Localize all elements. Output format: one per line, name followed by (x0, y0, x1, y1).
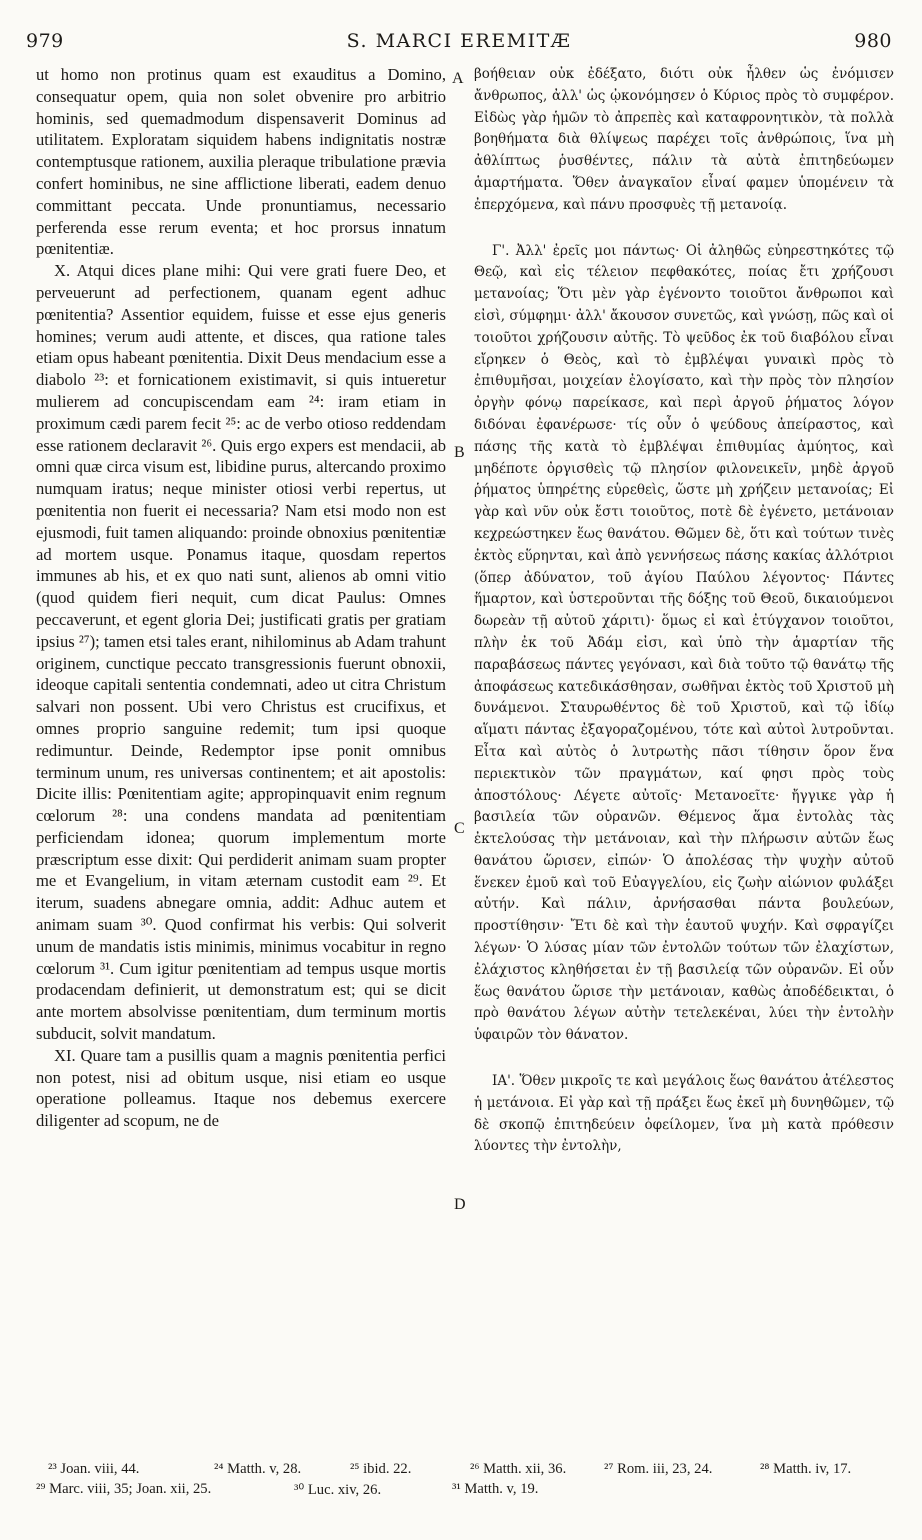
footnote-row (36, 1461, 896, 1481)
margin-marker-d: D (454, 1196, 466, 1213)
greek-column (474, 64, 894, 1434)
greek-paragraph: Γ'. Ἀλλ' ἐρεῖς μοι πάντως· Οἱ ἀληθῶς εὐηρεστηκότες τῷ Θεῷ, καὶ εἰς τέλειον πεφθακότες, ποίας ἔτι χρήζουσι μετανοίας; Ὅτι μὲν γὰρ ἐγένοντο τοιοῦτοι ἄνθρωποι καὶ εἰσὶ, σύμφημι· ἀλλ' ἄκουσον συνετῶς, καὶ γνώσῃ, πῶς καὶ οἱ τοιοῦτοι χρήζουσιν αὐτῆς. Τὸ ψεῦδος ἐκ τοῦ διαβόλου εἶναι εἴρηκεν ὁ Θεὸς, καὶ τὸ ἐμβλέψαι γυναικὶ πρὸς τὸ ἐπιθυμῆσαι, μοιχείαν ἐλογίσατο, καὶ τὴν πρὸς τὸν πλησίον ὀργὴν φόνῳ παρείκασε, καὶ περὶ ἀργοῦ ῥήματος λόγον διδόναι ἐφανέρωσε· τίς οὖν ὁ ψεύδους ἀπείραστος, καὶ πάσης τῆς κατὰ τὸ ἐμβλέψαι ἐπιθυμίας ἀμύητος, καὶ μηδέποτε ὀργισθεὶς τῷ πλησίον φιλονεικεῖν, μηδὲ ἀργοῦ ῥήματος ὑπηρέτης εὑρεθεὶς, ὥστε μὴ χρήζειν μετανοίας; Εἰ γὰρ καὶ νῦν οὐκ ἔστι τοιοῦτος, ποτὲ δὲ ἐγένετο, μετάνοιαν κεχρεώστηκεν ἕως θανάτου. Θῶμεν δὲ, ὅτι καὶ τούτων τινὲς ἐκτὸς εὕρηνται, καὶ ἀπὸ γεννήσεως πάσης κακίας ἀλλότριοι (ὅπερ ἀδύνατον, τοῦ ἁγίου Παύλου λέγοντος· Πάντες ἥμαρτον, καὶ ὑστεροῦνται τῆς δόξης τοῦ Θεοῦ, δικαιούμενοι δωρεὰν τῇ αὐτοῦ χάριτι)· ὅμως εἰ καὶ ἐτύγχανον τοιοῦτοι, πλὴν ἐκ τοῦ Ἀδάμ εἰσι, καὶ ὑπὸ τὴν ἁμαρτίαν τῆς παραβάσεως πάντες γεγόνασι, καὶ διὰ τοῦτο τῷ θανάτῳ τῆς ἀποφάσεως κατεδικάσθησαν, σωθῆναι ἐκτὸς τοῦ Χριστοῦ μὴ δυνάμενοι. Σταυρωθέντος δὲ τοῦ Χριστοῦ, καὶ τῷ ἰδίῳ αἵματι πάντας ἐξαγοραζομένου, τότε καὶ αὐτοὶ λυτροῦνται. Εἶτα καὶ αὐτὸς ὁ λυτρωτὴς πᾶσι τίθησιν ὅρον ἕνα περιεκτικὸν τῶν πραγμάτων, καί φησι πρὸς τοὺς ἀποστόλους· Λέγετε αὐτοῖς· Μετανοεῖτε· ἤγγικε γὰρ ἡ βασιλεία τῶν οὐρανῶν. Θέμενος ἅμα ἐντολὰς τὰς ἐκτελούσας τὴν μετάνοιαν, καὶ τὴν πλήρωσιν αὐτῶν ἕως θανάτου ὥρισεν, εἰπών· Ὁ ἀπολέσας τὴν ψυχὴν αὐτοῦ ἕνεκεν ἐμοῦ καὶ τοῦ Εὐαγγελίου, εἰς ζωὴν αἰώνιον φυλάξει αὐτήν. Καὶ πάλιν, ἀρνήσασθαι πάντα βουλεύων, προστίθησιν· Ἔτι δὲ καὶ τὴν ἑαυτοῦ ψυχήν. Καὶ σφραγίζει λέγων· Ὁ λύσας μίαν τῶν ἐντολῶν τούτων τῶν ἐλαχίστων, ἐλάχιστος κληθήσεται ἐν τῇ βασιλείᾳ τῶν οὐρανῶν. Εἰ οὖν ἕως θανάτου ὥρισε τὴν μετάνοιαν, καθὼς ἀποδέδεικται, ὁ πρὸ θανάτου λέγων αὐτὴν τετελεκέναι, λύει τὴν ἐντολὴν ὑφαιρῶν τὸν θάνατον. (474, 242, 894, 1044)
footnote: ³⁰ Luc. xiv, 26. (294, 1482, 382, 1498)
page-number-left: 979 (26, 30, 64, 52)
latin-column (36, 64, 446, 1434)
footnote: ²⁵ ibid. 22. (350, 1461, 412, 1477)
margin-marker-b: B (454, 444, 465, 461)
footnote: ³¹ Matth. v, 19. (452, 1481, 539, 1497)
footnotes (36, 1461, 896, 1501)
latin-paragraph: ut homo non protinus quam est exauditus a Domino, consequatur opem, quia non solet obvenire pro arbitrio hominis, sed quemadmodum dispensaverit Dominus ad utilitatem. Exploratam siquidem habens indignitatis nostræ contemptusque rationem, auxilia pleraque tribulatione prævia confert hominibus, ne sine afflictione liberati, eadem denuo committant peccata. Unde pronuntiamus, necessario perferenda esse rerum eventa; et hoc prorsus innatum pœnitentiæ. (36, 65, 446, 259)
latin-paragraph: XI. Quare tam a pusillis quam a magnis pœnitentia perfici non potest, nisi ad obitum usque, nisi etiam eo usque operatione polleamus. Itaque nos debemus exercere diligenter ad scopum, ne de (36, 1045, 446, 1131)
footnote: ²⁹ Marc. viii, 35; Joan. xii, 25. (36, 1481, 212, 1497)
footnote: ²⁴ Matth. v, 28. (214, 1461, 302, 1477)
margin-marker-a: A (452, 70, 464, 87)
running-title: S. MARCI EREMITÆ (346, 30, 572, 52)
latin-paragraph: X. Atqui dices plane mihi: Qui vere grati fuere Deo, et perveuerunt ad perfectionem, quanam egent adhuc pœnitentia? Assentior equidem, fuisse et esse ejus generis homines; verum audi attente, et disces, qua ratione tales etiam opus habeant pœnitentia. Dixit Deus mendacium esse a diabolo ²³: et fornicationem existimavit, si quis intueretur mulierem ad concupiscendam eam ²⁴: iram etiam in proximum cædi parem fecit ²⁵: ac de verbo otioso reddendam esse rationem declaravit ²⁶. Quis ergo expers est mendacii, ab omni quæ circa visum est, libidine purus, altercando proximo numquam iratus; neque minister otiosi verbi repertus, ut pœnitentia non fuerit ei necessaria? Nam etsi modo non est ejusmodi, fuit tamen aliquando: proinde obnoxius pœnitentiæ ad mortem usque. Ponamus itaque, quosdam repertos immunes ab his, et ex quo nati sunt, alienos ab omni vitio (quod quidem fieri nequit, cum dicat Paulus: Omnes peccaverunt, et egent gloria Dei; justificati gratis per gratiam ipsius ²⁷); tamen etsi tales erant, nihilominus ab Adam trahunt originem, cunctique peccato transgressionis fuerunt obnoxii, ideoque capitali sententia condemnati, adeo ut citra Christum salvari non possent. Ubi vero Christus est crucifixus, et omnes proprio sanguine redemit; tum ipsi quoque redimuntur. Deinde, Redemptor ipse ponit omnibus terminum unum, res universas continentem; et ait apostolis: Dicite illis: Pœnitentiam agite; appropinquavit enim regnum cœlorum ²⁸: una condens mandata ad pœnitentiam perficiendam idonea; quorum implementum morte præscriptum esse dixit: Qui perdiderit animam suam propter me et Evangelium, in vitam æternam custodit eam ²⁹. Et iterum, suadens abnegare omnia, addit: Adhuc autem et animam suam ³⁰. Quod confirmat his verbis: Qui solverit unum de mandatis istis minimis, minimus vocabitur in regno cœlorum ³¹. Cum igitur pœnitentiam ad tempus usque mortis prodacendam definierit, ut demonstratum est; qui se dicit ante mortem absolvisse pœnitentiam, dum terminum mortis subducit, solvit mandatum. (36, 261, 446, 1044)
footnote: ²⁶ Matth. xii, 36. (470, 1461, 567, 1477)
footnote-row (36, 1481, 896, 1501)
page-number-right: 980 (854, 30, 892, 52)
greek-paragraph: ΙΑ'. Ὅθεν μικροῖς τε καὶ μεγάλοις ἕως θανάτου ἀτέλεστος ἡ μετάνοια. Εἰ γὰρ καὶ τῇ πράξει ἕως ἐκεῖ μὴ δυνηθῶμεν, τῷ δὲ σκοπῷ ἐπιτηδεύειν ὀφείλομεν, ἵνα μὴ κατὰ πρόθεσιν λύοντες τὴν ἐντολὴν, (474, 1073, 894, 1155)
footnote: ²⁸ Matth. iv, 17. (760, 1461, 852, 1477)
footnote: ²³ Joan. viii, 44. (48, 1461, 140, 1477)
footnote: ²⁷ Rom. iii, 23, 24. (604, 1461, 713, 1477)
running-header (26, 30, 892, 58)
greek-paragraph: βοήθειαν οὐκ ἐδέξατο, διότι οὐκ ἦλθεν ὡς ἐνόμισεν ἄνθρωπος, ἀλλ' ὡς ᾠκονόμησεν ὁ Κύριος πρὸς τὸ συμφέρον. Εἰδὼς γὰρ ἡμῶν τὸ ἀπρεπὲς καὶ καταφρονητικὸν, τὰ πολλὰ βοηθήματα διὰ θλίψεως παρέχει τοῖς ἀνθρώποις, ἵνα μὴ ἀθλίπτως ῥυσθέντες, πάλιν τὰ αὐτὰ ἐπιτηδεύωμεν ἁμαρτήματα. Ὅθεν ἀναγκαῖον εἶναί φαμεν ὑπομένειν τὰ ἐπερχόμενα, καὶ πάνυ προσφυὲς τῇ μετανοίᾳ. (474, 66, 894, 213)
margin-marker-c: C (454, 820, 465, 837)
